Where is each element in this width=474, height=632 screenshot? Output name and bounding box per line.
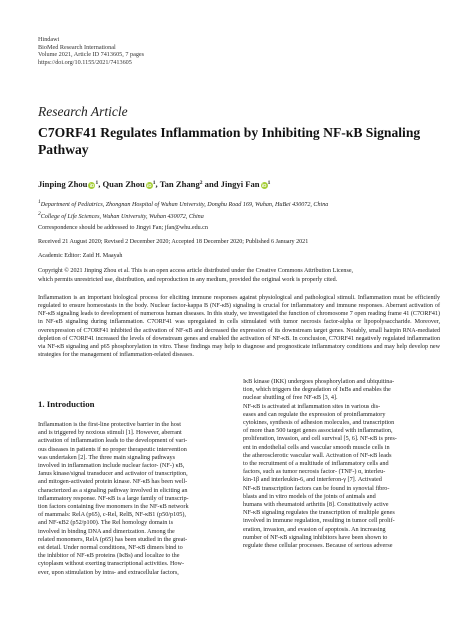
- affiliation-mark: 2: [38, 211, 41, 218]
- affiliation-text: College of Life Sciences, Wuhan University, Wuhan 430072, China: [40, 214, 204, 221]
- body-text-line: involved in inflammation include nuclear factor- (NF-) κB,: [38, 462, 185, 470]
- journal-header: [38, 36, 144, 66]
- body-text-line: NF-κB is activated at inflammation sites in various dis-: [243, 402, 381, 410]
- orcid-icon[interactable]: iD: [261, 183, 267, 188]
- article-type: Research Article: [38, 104, 128, 119]
- body-text-line: number of NF-κB signaling inhibitors have been shown to: [243, 533, 388, 541]
- journal-name: BioMed Research International: [38, 43, 116, 51]
- body-text-line: ever, upon stimulation by intra- and extracellular factors,: [38, 568, 179, 576]
- author-name: Tan Zhang: [159, 179, 200, 189]
- volume-info: Volume 2021, Article ID 7413605, 7 pages: [38, 51, 145, 59]
- body-text-line: Janus kinase/signal transducer and activator of transcription,: [38, 470, 188, 478]
- affiliation-text: Department of Pediatrics, Zhongnan Hospital of Wuhan University, Donghu Road 169, Wuhan, HuBei 430072, China: [40, 202, 329, 208]
- body-text-line: the inhibitor of NF-κB proteins (IκBs) and localize to the: [38, 552, 180, 560]
- author-name: Jinping Zhou: [38, 179, 88, 189]
- author-separator: ,: [155, 179, 160, 189]
- author-affiliation-mark: 1: [95, 180, 99, 186]
- body-text-line: involved in immune regulation, resulting in tumor cell prolif-: [243, 517, 395, 525]
- article-dates: Received 21 August 2020; Revised 2 December 2020; Accepted 18 December 2020; Published 6 January 2021: [38, 239, 309, 245]
- article-title: C7ORF41 Regulates Inflammation by Inhibiting NF-κB Signaling Pathway: [38, 125, 421, 157]
- orcid-icon[interactable]: iD: [147, 183, 152, 188]
- body-text-line: related monomers, RelA (p65) has been studied in the great-: [38, 535, 188, 543]
- affiliation-line: [38, 210, 328, 222]
- body-text-line: Inflammation is the first-line protective barrier in the host: [38, 421, 181, 428]
- body-text-line: eration, invasion, and evasion of apoptosis. An increasing: [243, 525, 386, 533]
- body-text-line: humans with rheumatoid arthritis [8]. Constitutively active: [243, 501, 389, 509]
- body-text-line: eases and can regulate the expression of proinflammatory: [243, 410, 386, 418]
- doi-link[interactable]: https://doi.org/10.1155/2021/7413605: [38, 58, 132, 66]
- author-separator: and: [202, 179, 221, 189]
- body-text-line: of more than 500 target genes associated with inflammation,: [243, 427, 393, 435]
- author-list: [38, 179, 270, 189]
- author-name: Jingyi Fan: [220, 179, 260, 189]
- body-text-line: the atherosclerotic vascular wall. Activation of NF-κB leads: [243, 451, 392, 459]
- author-affiliation-mark: 2: [199, 180, 203, 186]
- body-column-right: [243, 378, 438, 550]
- body-text-line: blasts and in vitro models of the joints of animals and: [243, 492, 376, 500]
- body-text-line: and mitogen-activated protein kinase. NF-κB has been well-: [38, 478, 188, 486]
- body-text-line: and is triggered by noxious stimuli [1]. However, aberrant: [38, 429, 182, 437]
- orcid-icon[interactable]: iD: [89, 183, 95, 188]
- author-name: Quan Zhou: [102, 179, 145, 189]
- body-text-line: inflammatory response. NF-κB is a large family of transcrip-: [38, 494, 189, 502]
- body-column-left: [38, 421, 233, 577]
- body-text-line: regulate these cellular processes. Because of serious adverse: [243, 542, 393, 550]
- body-text-line: IκB kinase (IKK) undergoes phosphorylation and ubiquitina-: [243, 378, 395, 385]
- body-text-line: ent in endothelial cells and vascular smooth muscle cells in: [243, 443, 390, 451]
- academic-editor: Academic Editor: Zaid H. Maayah: [38, 253, 123, 259]
- body-text-line: tion, which triggers the degradation of IκBs and enables the: [243, 386, 391, 394]
- copyright-line-1: Copyright © 2021 Jinping Zhou et al. This is an open access article distributed under the Creative Commons Attribution License,: [38, 268, 354, 274]
- body-text-line: was undertaken [2]. The three main signaling pathways: [38, 453, 176, 461]
- publisher-name: Hindawi: [38, 36, 60, 43]
- body-text-line: to the recruitment of a multitude of inflammatory cells and: [243, 460, 389, 468]
- abstract: Inflammation is an important biological process for eliciting immune responses against physiological and pathological stimuli. Inflammation must be efficiently regulated to ensure homeostasis in the body. Nuclear factor-kappa B (NF-κB) signaling is crucial for inflammatory and immune responses. Aberrant activation of NF-κB signaling leads to development of numerous human diseases. In this study, we investigated the function of chromosome 7 open reading frame 41 (C7ORF41) in NF-κB signaling during inflammation. C7ORF41 was upregulated in cells stimulated with tumor necrosis factor-alpha or lipopolysaccharide. Moreover, overexpression of C7ORF41 inhibited the activation of NF-κB and decreased the expression of its downstream target genes. Notably, small hairpin RNA-mediated depletion of C7ORF41 increased the levels of downstream genes and enabled the activation of NF-κB. In conclusion, C7ORF41 negatively regulated inflammation via NF-κB signaling and p65 phosphorylation in vitro. These findings may help to diagnose and prognosticate inflammatory conditions and may help develop new strategies for the management of inflammation-related diseases.: [38, 295, 440, 359]
- body-text-line: of mammals: RelA (p65), c-Rel, RelB, NF-κB1 (p50/p105),: [38, 511, 186, 519]
- author-affiliation-mark: 1: [152, 180, 156, 186]
- author-separator: ,: [98, 179, 103, 189]
- body-text-line: est detail. Under normal conditions, NF-κB dimers bind to: [38, 544, 183, 552]
- body-text-line: tion factors containing five monomers in the NF-κB network: [38, 503, 189, 511]
- body-text-line: factors, such as tumor necrosis factor- (TNF-) α, interleu-: [243, 468, 386, 476]
- body-text-line: involved in binding DNA and dimerization. Among the: [38, 527, 175, 535]
- copyright-line-2: which permits unrestricted use, distribution, and reproduction in any medium, provided the original work is properly cited.: [38, 277, 338, 283]
- body-text-line: proliferation, invasion, and cell survival [5, 6]. NF-κB is pres-: [243, 435, 397, 443]
- section-heading: 1. Introduction: [38, 399, 95, 409]
- body-text-line: ous diseases in patients if no proper therapeutic intervention: [38, 445, 187, 453]
- correspondence-note: Correspondence should be addressed to Jingyi Fan; jfan@whu.edu.cn: [38, 225, 208, 231]
- body-text-line: characterized as a signaling pathway involved in eliciting an: [38, 486, 188, 494]
- body-text-line: cytokines, synthesis of adhesion molecules, and transcription: [243, 419, 395, 427]
- body-text-line: NF-κB transcription factors can be found in synovial fibro-: [243, 484, 390, 492]
- affiliations: [38, 198, 328, 223]
- body-text-line: NF-κB signaling regulates the transcription of multiple genes: [243, 509, 395, 517]
- body-text-line: nuclear shuttling of free NF-κB [3, 4].: [243, 394, 338, 402]
- body-text-line: kin-1β and interleukin-6, and interferon-γ [7]. Activated: [243, 476, 382, 484]
- body-text-line: and NF-κB2 (p52/p100). The Rel homology domain is: [38, 519, 173, 527]
- body-text-line: activation of inflammation leads to the development of vari-: [38, 437, 188, 445]
- body-text-line: cytoplasm without exerting transcriptional activities. How-: [38, 560, 185, 568]
- affiliation-mark: 1: [38, 199, 41, 205]
- author-affiliation-mark: 1: [267, 180, 271, 186]
- affiliation-line: [38, 198, 328, 210]
